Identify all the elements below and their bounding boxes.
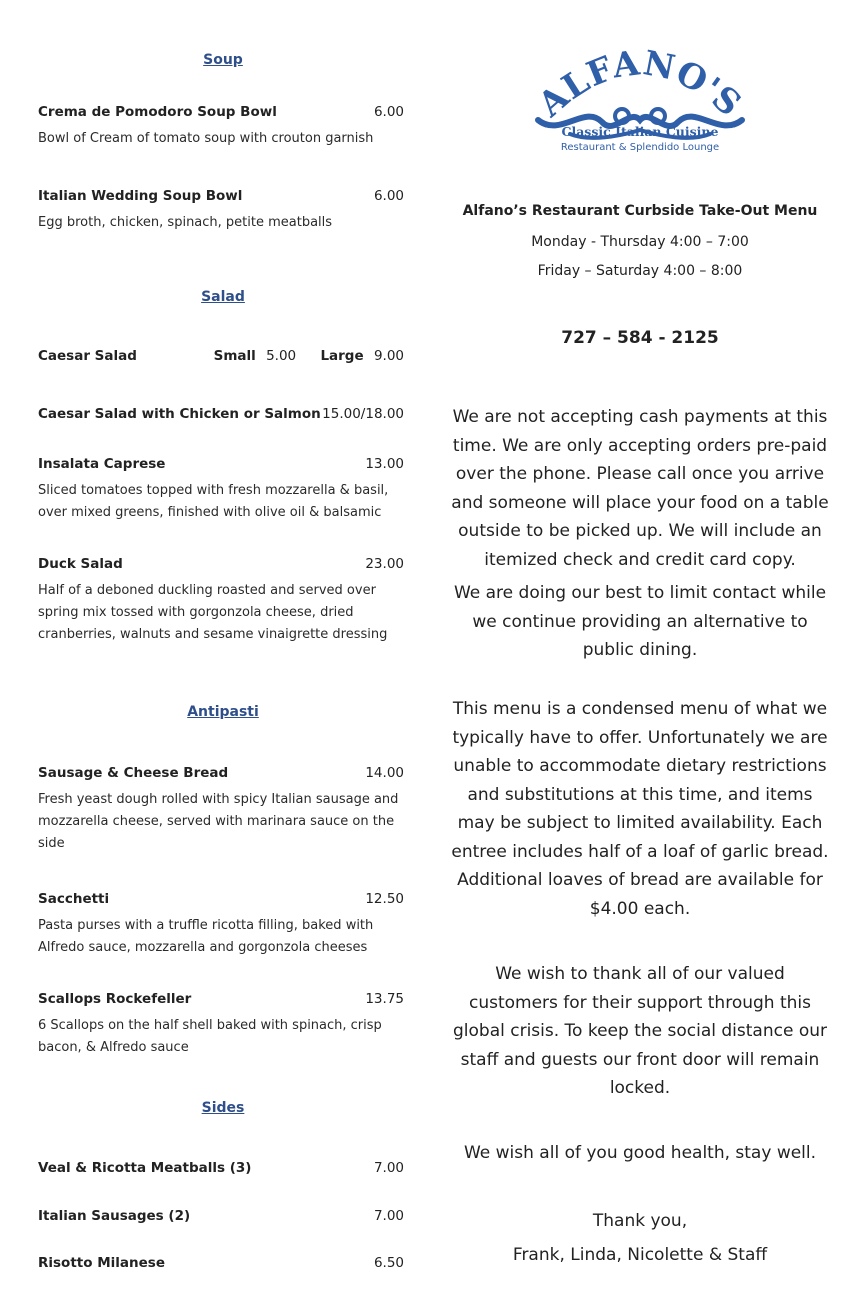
item-name: Caesar Salad with Chicken or Salmon [38, 406, 321, 422]
logo-subtitle: Restaurant & Splendido Lounge [560, 142, 720, 153]
hours-weekday: Monday - Thursday 4:00 – 7:00 [531, 234, 749, 250]
size-prices [208, 348, 404, 364]
contact-paragraph: We are doing our best to limit contact while we continue providing an alternative to public dining. [453, 583, 827, 660]
item-price: 7.00 [373, 1160, 404, 1176]
logo-tagline: Classic Italian Cuisine [561, 124, 719, 139]
item-price: 14.00 [365, 765, 404, 781]
menu-item [38, 456, 408, 524]
item-name: Italian Sausages (2) [38, 1208, 191, 1224]
item-name: Sacchetti [38, 891, 110, 907]
item-price: 12.50 [365, 891, 404, 907]
item-description: Fresh yeast dough rolled with spicy Italian sausage and mozzarella cheese, served with marinara sauce on the side [38, 792, 399, 851]
thank-you-paragraph: We wish to thank all of our valued customers for their support through this global crisis. To keep the social distance our staff and guests our front door will remain locked. [453, 964, 827, 1098]
menu-item [38, 406, 408, 424]
payment-paragraph: We are not accepting cash payments at this time. We are only accepting orders pre-paid over the phone. Please call once you arrive and someone will place your food on a table outside to be picked up. We will include an itemized check and credit card copy. [451, 407, 829, 570]
sides-heading: Sides [201, 1100, 245, 1116]
item-price: 6.00 [373, 104, 404, 120]
soup-heading: Soup [203, 52, 243, 68]
item-price: 13.00 [365, 456, 404, 472]
item-price: 7.00 [373, 1208, 404, 1224]
condensed-menu-paragraph: This menu is a condensed menu of what we typically have to offer. Unfortunately we are unable to accommodate dietary restrictions and substitutions at this time, and items may be subject to limited availability. Each entree includes half of a loaf of garlic bread. Additional loaves of bread are available for $4.00 each. [451, 699, 829, 919]
item-description: Half of a deboned duckling roasted and served over spring mix tossed with gorgonzola cheese, dried cranberries, walnuts and sesame vinaigrette dressing [38, 583, 388, 642]
item-price: 6.50 [373, 1255, 404, 1271]
item-name: Risotto Milanese [38, 1255, 165, 1271]
item-price: 13.75 [365, 991, 404, 1007]
menu-item [38, 891, 408, 959]
menu-title: Alfano’s Restaurant Curbside Take-Out Menu [462, 203, 818, 219]
large-price: 9.00 [373, 348, 404, 364]
salad-heading: Salad [201, 289, 245, 305]
antipasti-heading: Antipasti [187, 704, 259, 720]
large-label: Large [320, 348, 364, 364]
item-description: Pasta purses with a truffle ricotta filling, baked with Alfredo sauce, mozzarella and gorgonzola cheeses [38, 918, 374, 955]
item-description: Egg broth, chicken, spinach, petite meatballs [38, 215, 333, 230]
signature: Frank, Linda, Nicolette & Staff [512, 1245, 768, 1265]
small-price: 5.00 [266, 348, 297, 364]
menu-item-caesar [38, 348, 408, 366]
wellness-paragraph: We wish all of you good health, stay well. [463, 1143, 817, 1163]
menu-item [38, 556, 408, 646]
item-name: Scallops Rockefeller [38, 991, 192, 1007]
menu-item [38, 188, 408, 234]
item-price: 6.00 [373, 188, 404, 204]
item-name: Insalata Caprese [38, 456, 166, 472]
menu-item [38, 104, 408, 150]
menu-item [38, 1160, 408, 1178]
item-description: Bowl of Cream of tomato soup with crouton garnish [38, 131, 374, 146]
small-label: Small [213, 348, 256, 364]
item-description: Sliced tomatoes topped with fresh mozzarella & basil, over mixed greens, finished with olive oil & balsamic [38, 483, 389, 520]
svg-text:ALFANO'S [530, 43, 749, 126]
menu-item [38, 1208, 408, 1226]
item-price: 15.00/18.00 [322, 406, 404, 422]
item-name: Sausage & Cheese Bread [38, 765, 229, 781]
menu-item [38, 991, 408, 1059]
phone-number: 727 – 584 - 2125 [561, 328, 719, 348]
item-name: Caesar Salad [38, 348, 137, 364]
logo-wordmark: ALFANO'S [530, 43, 750, 126]
menu-item [38, 765, 408, 855]
item-name: Veal & Ricotta Meatballs (3) [38, 1160, 252, 1176]
item-name: Duck Salad [38, 556, 123, 572]
closing: Thank you, [592, 1211, 688, 1231]
menu-item [38, 1255, 408, 1273]
item-description: 6 Scallops on the half shell baked with spinach, crisp bacon, & Alfredo sauce [38, 1018, 382, 1055]
item-name: Crema de Pomodoro Soup Bowl [38, 104, 277, 120]
item-name: Italian Wedding Soup Bowl [38, 188, 243, 204]
hours-weekend: Friday – Saturday 4:00 – 8:00 [537, 263, 743, 279]
item-price: 23.00 [365, 556, 404, 572]
